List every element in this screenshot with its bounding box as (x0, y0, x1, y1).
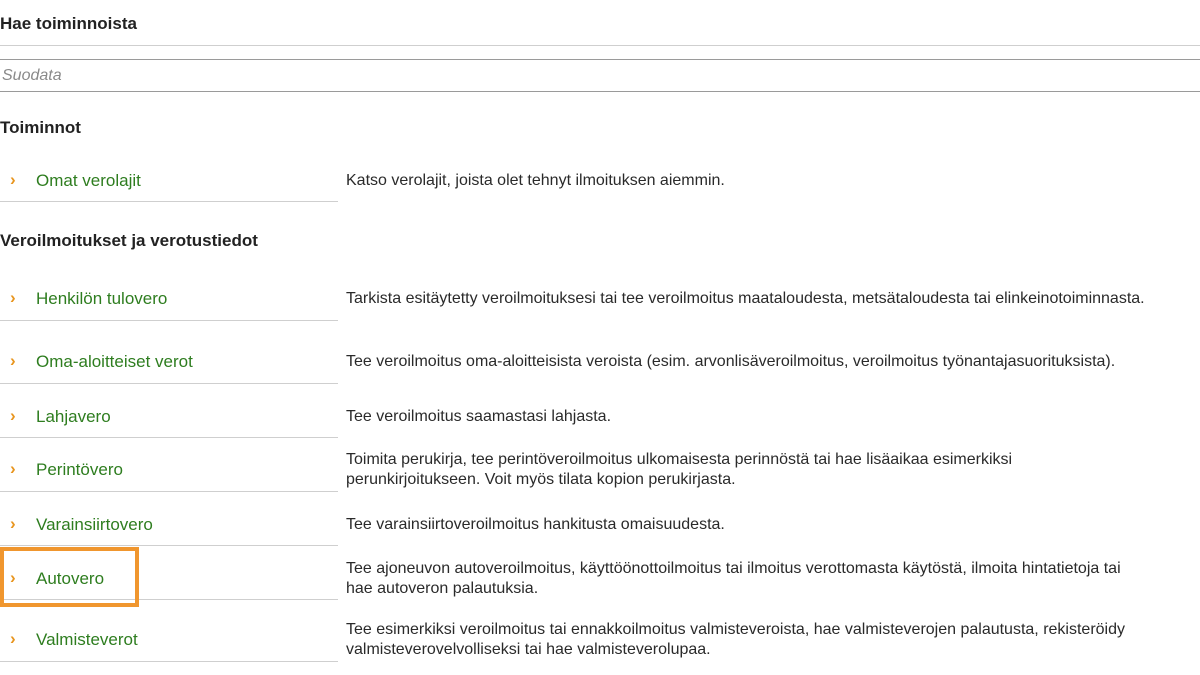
divider (0, 45, 1200, 46)
chevron-right-icon: › (10, 350, 16, 370)
link-omat-verolajit[interactable] (0, 160, 338, 202)
link-oma-aloitteiset-verot[interactable] (0, 340, 338, 384)
chevron-right-icon: › (10, 458, 16, 478)
link-label[interactable]: Omat verolajit (36, 170, 141, 190)
row-description: Toimita perukirja, tee perintöveroilmoitus ulkomaisesta perinnöstä tai hae lisäaikaa esimerkiksi perunkirjoitukseen. Voit myös tilata kopion perukirjasta. (346, 450, 1013, 488)
link-label[interactable]: Lahjavero (36, 406, 111, 426)
link-henkilon-tulovero[interactable] (0, 278, 338, 321)
chevron-right-icon: › (10, 288, 16, 307)
list-item-omat-verolajit (0, 160, 1200, 201)
list-item-autovero (0, 558, 1200, 599)
list-item-perintovero (0, 448, 1200, 491)
list-item-lahjavero (0, 396, 1200, 437)
link-label[interactable]: Oma-aloitteiset verot (36, 351, 193, 371)
list-item-henkilon-tulovero (0, 278, 1200, 320)
section-title-actions: Toiminnot (0, 118, 81, 137)
chevron-right-icon: › (10, 567, 16, 587)
row-description: Tee ajoneuvon autoveroilmoitus, käyttöönottoilmoitus tai ilmoitus verottomasta käytöstä, ilmoita hintatietoja tai hae autoveron palautuksia. (346, 559, 1121, 597)
link-label[interactable]: Perintövero (36, 459, 123, 479)
link-label[interactable]: Valmisteverot (36, 629, 138, 649)
link-valmisteverot[interactable] (0, 618, 338, 662)
filter-top-border (0, 59, 1200, 60)
list-item-oma-aloitteiset-verot (0, 340, 1200, 383)
link-autovero[interactable] (0, 558, 338, 600)
section-title-returns: Veroilmoitukset ja verotustiedot (0, 231, 258, 250)
chevron-right-icon: › (10, 628, 16, 648)
row-description: Tarkista esitäytetty veroilmoituksesi tai tee veroilmoitus maataloudesta, metsätaloudesta tai elinkeinotoiminnasta. (346, 290, 1145, 307)
chevron-right-icon: › (10, 514, 16, 533)
link-perintovero[interactable] (0, 448, 338, 492)
chevron-right-icon: › (10, 405, 16, 425)
chevron-right-icon: › (10, 169, 16, 189)
link-lahjavero[interactable] (0, 396, 338, 438)
search-heading: Hae toiminnoista (0, 14, 137, 33)
link-label[interactable]: Autovero (36, 568, 105, 588)
link-label[interactable]: Varainsiirtovero (36, 515, 153, 534)
row-description: Tee veroilmoitus oma-aloitteisista veroista (esim. arvonlisäveroilmoitus, veroilmoitus työnantajasuorituksista). (346, 352, 1116, 370)
row-description: Tee esimerkiksi veroilmoitus tai ennakkoilmoitus valmisteveroista, hae valmisteverojen palautusta, rekisteröidy valmisteverovelvolliseksi tai hae valmisteverolupaa. (346, 620, 1125, 658)
link-label[interactable]: Henkilön tulovero (36, 289, 168, 308)
row-description: Tee varainsiirtoveroilmoitus hankitusta omaisuudesta. (346, 516, 725, 533)
filter-bottom-border (0, 91, 1200, 92)
list-item-valmisteverot (0, 618, 1200, 661)
row-description: Katso verolajit, joista olet tehnyt ilmoituksen aiemmin. (346, 171, 725, 189)
list-item-varainsiirtovero (0, 505, 1200, 545)
link-varainsiirtovero[interactable] (0, 505, 338, 546)
filter-input[interactable] (0, 62, 1198, 90)
row-description: Tee veroilmoitus saamastasi lahjasta. (346, 407, 612, 425)
